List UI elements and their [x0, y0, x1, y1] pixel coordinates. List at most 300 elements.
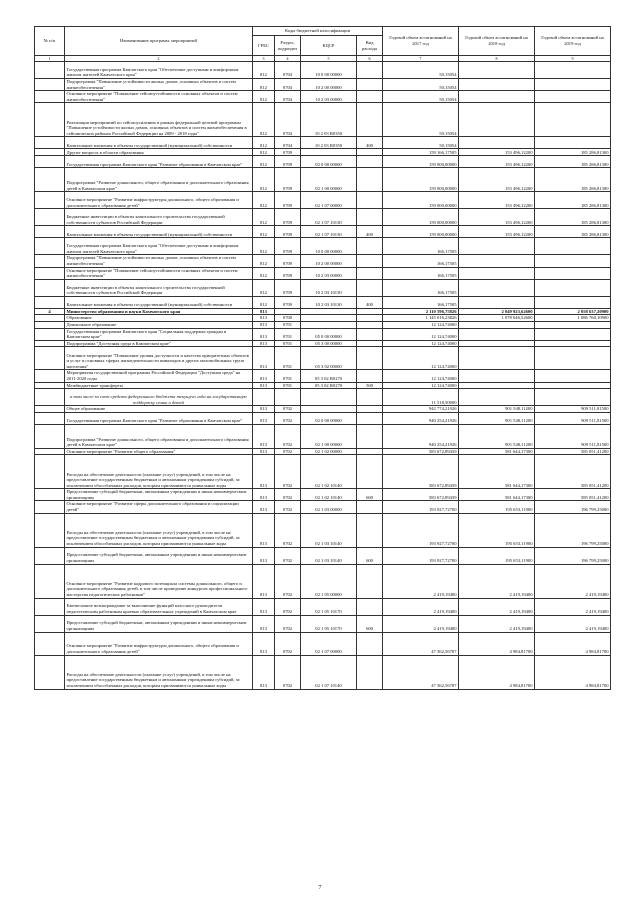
row-number: [35, 267, 65, 279]
row-kvr: 500: [357, 382, 383, 389]
row-number: [35, 296, 65, 308]
row-name: Бюджетные инвестиции в объекты капитального строительства государственной собственности субъектов Российской Федерации: [65, 279, 253, 296]
row-kcsr: 02 1 00 00000: [301, 424, 357, 448]
row-grbs: 812: [253, 156, 275, 168]
row-amount-2019: 196 799,25000: [535, 547, 611, 564]
row-rzpr: 0702: [275, 564, 301, 598]
row-kcsr: [301, 389, 357, 406]
row-kvr: [357, 424, 383, 448]
row-rzpr: 0702: [275, 501, 301, 513]
column-index-cell: 5: [301, 56, 357, 62]
row-amount-2019: [535, 267, 611, 279]
row-kvr: 600: [357, 489, 383, 501]
row-rzpr: 0704: [275, 91, 301, 103]
row-rzpr: 0702: [275, 448, 301, 455]
row-grbs: 812: [253, 296, 275, 308]
row-kcsr: 02 1 02 00000: [301, 448, 357, 455]
row-amount-2019: [535, 382, 611, 389]
row-kcsr: 02 1 03 10140: [301, 513, 357, 547]
row-grbs: 813: [253, 424, 275, 448]
row-amount-2019: [535, 389, 611, 406]
row-rzpr: 0709: [275, 192, 301, 209]
row-kcsr: [301, 149, 357, 156]
row-kcsr: 02 1 07 10130: [301, 209, 357, 226]
row-grbs: 813: [253, 489, 275, 501]
row-name: Предоставление субсидий бюджетным, автономным учреждениям и иным некоммерческим организациям: [65, 547, 253, 564]
row-amount-2017: 942 774,21926: [383, 406, 459, 413]
row-grbs: 813: [253, 547, 275, 564]
row-amount-2019: 2 419,19400: [535, 598, 611, 615]
row-name: Предоставление субсидий бюджетным, автономным учреждениям и иным некоммерческим организациям: [65, 615, 253, 632]
row-rzpr: 0704: [275, 137, 301, 149]
table-row: [35, 103, 611, 137]
row-amount-2017: 159 000,00000: [383, 209, 459, 226]
row-kvr: [357, 389, 383, 406]
row-number: [35, 321, 65, 328]
row-amount-2019: 185 286,81300: [535, 156, 611, 168]
row-kcsr: [301, 315, 357, 322]
column-index-cell: 3: [253, 56, 275, 62]
row-name: Общее образование: [65, 406, 253, 413]
header-2017: Годовой объем ассигнований на 2017 год: [383, 27, 459, 56]
budget-table: [34, 26, 611, 690]
table-row: [35, 137, 611, 149]
row-number: [35, 192, 65, 209]
row-amount-2018: [459, 279, 535, 296]
row-number: [35, 79, 65, 91]
table-row: [35, 564, 611, 598]
row-amount-2018: 2 419,19400: [459, 615, 535, 632]
row-kvr: [357, 192, 383, 209]
row-kcsr: 02 1 07 10130: [301, 226, 357, 238]
row-kvr: [357, 238, 383, 255]
row-rzpr: 0702: [275, 513, 301, 547]
row-amount-2018: [459, 238, 535, 255]
row-name: Основное мероприятие "Развитие инфраструктуры дошкольного, общего образования и дополнительного образования детей": [65, 632, 253, 655]
row-number: [35, 501, 65, 513]
row-amount-2018: 195 653,11900: [459, 501, 535, 513]
row-rzpr: 0709: [275, 267, 301, 279]
row-kcsr: 10 2 03 00000: [301, 267, 357, 279]
row-kvr: [357, 321, 383, 328]
row-grbs: 813: [253, 448, 275, 455]
row-amount-2018: 901 548,11200: [459, 412, 535, 424]
row-amount-2017: 50,15054: [383, 137, 459, 149]
row-amount-2017: 193 927,72700: [383, 501, 459, 513]
row-name: в том числе за счет средств федерального бюджета текущего года на государственную поддержку семьи и детей: [65, 389, 253, 406]
row-grbs: 813: [253, 615, 275, 632]
row-amount-2018: 2 419,19400: [459, 598, 535, 615]
row-rzpr: 0704: [275, 62, 301, 79]
row-kcsr: 10 2 03 R0350: [301, 137, 357, 149]
row-kcsr: 02 1 03 00000: [301, 501, 357, 513]
row-grbs: 812: [253, 279, 275, 296]
row-rzpr: 0709: [275, 209, 301, 226]
row-amount-2017: 166,17505: [383, 267, 459, 279]
row-kcsr: [301, 308, 357, 315]
row-rzpr: 0709: [275, 296, 301, 308]
row-number: [35, 598, 65, 615]
row-grbs: 813: [253, 328, 275, 340]
row-amount-2017: 166,17505: [383, 279, 459, 296]
row-rzpr: 0702: [275, 424, 301, 448]
row-name: Основное мероприятие "Повышение сейсмоустойчивости основных объектов и систем жизнеобеспечения": [65, 267, 253, 279]
row-name: Бюджетные инвестиции в объекты капитального строительства государственной собственности субъектов Российской Федерации: [65, 209, 253, 226]
row-rzpr: 0709: [275, 279, 301, 296]
row-rzpr: 0709: [275, 149, 301, 156]
row-amount-2018: [459, 137, 535, 149]
row-rzpr: 0709: [275, 168, 301, 192]
row-rzpr: 0701: [275, 321, 301, 328]
row-number: [35, 238, 65, 255]
row-name: Ежемесячное вознаграждение за выполнение функций классного руководителя педагогическим работникам краевых образовательных учреждений в Камчатском крае: [65, 598, 253, 615]
row-amount-2019: [535, 370, 611, 382]
row-amount-2019: 185 286,81300: [535, 226, 611, 238]
row-amount-2017: 2 419,19400: [383, 615, 459, 632]
table-row: [35, 321, 611, 328]
row-amount-2018: 581 644,17300: [459, 489, 535, 501]
row-name: Подпрограмма "Повышение устойчивости жилых домов, основных объектов и систем жизнеобеспечения": [65, 255, 253, 267]
row-number: [35, 615, 65, 632]
row-grbs: 813: [253, 632, 275, 655]
row-amount-2017: 11 518,50000: [383, 389, 459, 406]
header-codes-group: Коды бюджетной классификации: [253, 27, 383, 36]
row-kcsr: 02 1 07 00000: [301, 632, 357, 655]
row-grbs: 813: [253, 455, 275, 489]
document-page: [34, 26, 610, 690]
row-name: Государственная программа Камчатского края "Социальная поддержка граждан в Камчатском крае": [65, 328, 253, 340]
row-amount-2019: [535, 79, 611, 91]
row-amount-2019: 2 419,19400: [535, 615, 611, 632]
row-grbs: 812: [253, 255, 275, 267]
header-2018: Годовой объем ассигнований на 2018 год: [459, 27, 535, 56]
row-rzpr: 0702: [275, 598, 301, 615]
row-rzpr: 0704: [275, 79, 301, 91]
row-kcsr: 10 0 00 00000: [301, 62, 357, 79]
table-row: [35, 308, 611, 315]
row-name: Основное мероприятие "Развитие сферы дополнительного образования и социализации детей": [65, 501, 253, 513]
row-amount-2018: 581 644,17300: [459, 448, 535, 455]
row-grbs: [253, 389, 275, 406]
row-kcsr: 05 0 00 00000: [301, 328, 357, 340]
row-name: Межбюджетные трансферты: [65, 382, 253, 389]
row-amount-2018: [459, 296, 535, 308]
column-index-cell: 8: [459, 56, 535, 62]
row-name: Подпрограмма "Развитие дошкольного, общего образования и дополнительного образования детей в Камчатском крае": [65, 168, 253, 192]
row-rzpr: 0709: [275, 156, 301, 168]
row-grbs: 813: [253, 655, 275, 689]
table-row: [35, 547, 611, 564]
row-amount-2018: 153 496,12200: [459, 149, 535, 156]
row-grbs: 812: [253, 149, 275, 156]
row-amount-2018: [459, 79, 535, 91]
table-body: [35, 62, 611, 690]
row-rzpr: 0702: [275, 489, 301, 501]
table-row: [35, 267, 611, 279]
table-row: [35, 501, 611, 513]
row-kvr: [357, 168, 383, 192]
row-amount-2018: [459, 370, 535, 382]
row-kvr: [357, 149, 383, 156]
row-name: Основное мероприятие "Развитие общего образования": [65, 448, 253, 455]
row-amount-2019: 909 511,81500: [535, 412, 611, 424]
row-rzpr: [275, 308, 301, 315]
table-row: [35, 91, 611, 103]
header-num: № п/п: [35, 27, 65, 56]
row-rzpr: 0709: [275, 255, 301, 267]
table-row: [35, 455, 611, 489]
row-amount-2017: 193 927,72700: [383, 513, 459, 547]
row-grbs: 813: [253, 513, 275, 547]
row-grbs: 812: [253, 91, 275, 103]
row-kvr: 600: [357, 547, 383, 564]
row-kvr: [357, 455, 383, 489]
row-kcsr: 02 1 07 10140: [301, 655, 357, 689]
row-amount-2019: [535, 238, 611, 255]
row-kvr: [357, 103, 383, 137]
column-index-cell: 6: [357, 56, 383, 62]
row-amount-2018: 4 984,81700: [459, 655, 535, 689]
row-amount-2017: 12 124,74000: [383, 382, 459, 389]
row-grbs: 812: [253, 238, 275, 255]
row-grbs: 812: [253, 168, 275, 192]
row-kvr: [357, 370, 383, 382]
row-name: Реализация мероприятий по сейсмоусилению в рамках федеральной целевой программы "Повышение устойчивости жилых домов, основных объектов и систем жизнеобеспечения в сейсмических районах Российской Федерации на 2009 - 2018 годы": [65, 103, 253, 137]
row-amount-2018: [459, 91, 535, 103]
row-grbs: 813: [253, 347, 275, 370]
row-name: Подпрограмма "Повышение устойчивости жилых домов, основных объектов и систем жизнеобеспечения": [65, 79, 253, 91]
row-number: [35, 424, 65, 448]
table-row: [35, 279, 611, 296]
row-kcsr: 10 2 03 10130: [301, 296, 357, 308]
row-amount-2018: 195 653,11900: [459, 513, 535, 547]
row-kvr: 400: [357, 137, 383, 149]
row-kcsr: 02 1 00 00000: [301, 168, 357, 192]
row-number: [35, 279, 65, 296]
row-grbs: 812: [253, 267, 275, 279]
row-amount-2017: 166,17505: [383, 296, 459, 308]
row-number: [35, 226, 65, 238]
row-number: [35, 328, 65, 340]
row-amount-2018: [459, 103, 535, 137]
row-kcsr: 05 3 02 R0270: [301, 370, 357, 382]
row-grbs: 813: [253, 370, 275, 382]
row-amount-2018: 153 496,12200: [459, 226, 535, 238]
row-amount-2019: 2 058 637,20900: [535, 308, 611, 315]
table-row: [35, 347, 611, 370]
row-amount-2017: 50,15054: [383, 79, 459, 91]
row-amount-2019: 196 799,25000: [535, 513, 611, 547]
row-amount-2019: 185 286,81300: [535, 149, 611, 156]
row-rzpr: 0701: [275, 340, 301, 347]
row-number: [35, 389, 65, 406]
row-kvr: [357, 448, 383, 455]
row-grbs: 813: [253, 598, 275, 615]
row-amount-2017: 50,15054: [383, 103, 459, 137]
row-kcsr: [301, 406, 357, 413]
row-number: [35, 149, 65, 156]
table-row: [35, 382, 611, 389]
row-number: [35, 103, 65, 137]
row-amount-2017: 12 124,74000: [383, 340, 459, 347]
row-grbs: 813: [253, 382, 275, 389]
row-rzpr: 0704: [275, 103, 301, 137]
row-amount-2018: [459, 62, 535, 79]
row-number: [35, 489, 65, 501]
row-grbs: 812: [253, 137, 275, 149]
row-name: Государственная программа Камчатского края "Развитие образования в Камчатском крае": [65, 412, 253, 424]
row-name: Капитальные вложения в объекты государственной (муниципальной) собственности: [65, 296, 253, 308]
row-kvr: [357, 564, 383, 598]
row-amount-2017: 583 672,89439: [383, 455, 459, 489]
row-amount-2018: 2 419,19400: [459, 564, 535, 598]
row-name: Основное мероприятие "Повышение уровня доступности и качества приоритетных объектов и услуг в основных сферах жизнедеятельности инвалидов и других маломобильных групп населения": [65, 347, 253, 370]
row-amount-2018: 2 049 923,62600: [459, 308, 535, 315]
row-kcsr: 02 1 02 10140: [301, 455, 357, 489]
table-row: [35, 156, 611, 168]
row-kcsr: 02 1 05 10170: [301, 615, 357, 632]
row-amount-2018: [459, 328, 535, 340]
row-amount-2019: [535, 328, 611, 340]
row-amount-2018: 153 496,12200: [459, 168, 535, 192]
row-amount-2017: 159 166,17505: [383, 149, 459, 156]
row-name: Капитальные вложения в объекты государственной (муниципальной) собственности: [65, 226, 253, 238]
row-rzpr: [275, 389, 301, 406]
row-amount-2019: 909 511,81500: [535, 406, 611, 413]
column-index-cell: 9: [535, 56, 611, 62]
row-rzpr: 0701: [275, 370, 301, 382]
table-row: [35, 406, 611, 413]
row-number: [35, 347, 65, 370]
table-row: [35, 632, 611, 655]
row-amount-2019: [535, 340, 611, 347]
table-row: [35, 328, 611, 340]
row-kvr: [357, 406, 383, 413]
row-kcsr: 02 1 05 00000: [301, 564, 357, 598]
row-rzpr: 0702: [275, 406, 301, 413]
row-amount-2019: 2 419,19400: [535, 564, 611, 598]
row-amount-2017: 12 124,74000: [383, 321, 459, 328]
row-rzpr: 0709: [275, 238, 301, 255]
row-amount-2017: 47 362,56787: [383, 632, 459, 655]
row-name: Подпрограмма "Развитие дошкольного, общего образования и дополнительного образования детей в Камчатском крае": [65, 424, 253, 448]
row-number: [35, 655, 65, 689]
row-number: [35, 340, 65, 347]
row-kvr: [357, 91, 383, 103]
row-amount-2019: [535, 296, 611, 308]
row-number: [35, 406, 65, 413]
table-row: [35, 192, 611, 209]
row-amount-2017: 2 419,19400: [383, 564, 459, 598]
row-grbs: 813: [253, 340, 275, 347]
row-amount-2017: 166,17505: [383, 238, 459, 255]
row-number: [35, 91, 65, 103]
table-row: [35, 149, 611, 156]
row-kcsr: 02 0 00 00000: [301, 156, 357, 168]
row-grbs: 812: [253, 226, 275, 238]
row-kvr: [357, 267, 383, 279]
row-amount-2018: 153 496,12200: [459, 192, 535, 209]
table-row: [35, 448, 611, 455]
row-kvr: [357, 412, 383, 424]
row-amount-2017: 159 000,00000: [383, 156, 459, 168]
row-amount-2018: 153 496,12200: [459, 209, 535, 226]
row-kcsr: 10 0 00 00000: [301, 238, 357, 255]
row-kcsr: 10 2 03 R0350: [301, 103, 357, 137]
row-kvr: [357, 328, 383, 340]
row-name: Другие вопросы в области образования: [65, 149, 253, 156]
row-kcsr: 02 0 00 00000: [301, 412, 357, 424]
row-rzpr: 0702: [275, 412, 301, 424]
column-index-cell: 4: [275, 56, 301, 62]
header-name: Наименование программ, мероприятий: [65, 27, 253, 56]
row-rzpr: 0702: [275, 632, 301, 655]
row-name: Дошкольное образование: [65, 321, 253, 328]
row-kvr: 400: [357, 226, 383, 238]
row-amount-2019: [535, 255, 611, 267]
row-grbs: 813: [253, 501, 275, 513]
row-number: [35, 513, 65, 547]
row-kvr: [357, 501, 383, 513]
row-number: [35, 632, 65, 655]
row-amount-2017: 940 254,21926: [383, 412, 459, 424]
row-amount-2018: [459, 267, 535, 279]
table-row: [35, 615, 611, 632]
table-row: [35, 62, 611, 79]
row-grbs: 813: [253, 321, 275, 328]
row-amount-2019: 185 286,81300: [535, 168, 611, 192]
row-rzpr: 0702: [275, 615, 301, 632]
column-index-cell: 1: [35, 56, 65, 62]
row-amount-2019: 185 286,81300: [535, 209, 611, 226]
row-grbs: 813: [253, 412, 275, 424]
row-grbs: 812: [253, 209, 275, 226]
row-rzpr: 0700: [275, 315, 301, 322]
row-amount-2019: 1 086 760,10900: [535, 315, 611, 322]
column-index-cell: 7: [383, 56, 459, 62]
row-amount-2018: 153 496,12200: [459, 156, 535, 168]
row-number: [35, 382, 65, 389]
row-amount-2018: 1 078 046,52600: [459, 315, 535, 322]
row-rzpr: 0702: [275, 455, 301, 489]
row-amount-2017: 583 672,89439: [383, 448, 459, 455]
table-row: [35, 255, 611, 267]
row-kcsr: 05 3 02 00000: [301, 347, 357, 370]
row-grbs: 813: [253, 406, 275, 413]
row-kvr: [357, 315, 383, 322]
row-amount-2019: 585 051,41200: [535, 448, 611, 455]
table-row: [35, 209, 611, 226]
row-kcsr: 02 1 02 10140: [301, 489, 357, 501]
row-kvr: [357, 279, 383, 296]
row-amount-2018: [459, 321, 535, 328]
row-kcsr: 10 2 00 00000: [301, 79, 357, 91]
row-amount-2017: 12 124,74000: [383, 328, 459, 340]
row-kvr: 400: [357, 296, 383, 308]
row-name: Государственная программа Камчатского края "Развитие образования в Камчатском крае": [65, 156, 253, 168]
row-rzpr: 0701: [275, 382, 301, 389]
row-kvr: [357, 156, 383, 168]
row-number: [35, 455, 65, 489]
row-name: Подпрограмма "Доступная среда в Камчатском крае": [65, 340, 253, 347]
row-amount-2017: 940 254,21926: [383, 424, 459, 448]
row-amount-2019: 585 051,41200: [535, 489, 611, 501]
row-kvr: [357, 62, 383, 79]
row-amount-2019: [535, 279, 611, 296]
row-name: Расходы на обеспечение деятельности (оказание услуг) учреждений, в том числе на предоставление государственным бюджетным и автономным учреждениям субсидий, за исключением обособленных расходов, которым присваиваются уникальные коды: [65, 455, 253, 489]
row-name: Расходы на обеспечение деятельности (оказание услуг) учреждений, в том числе на предоставление государственным бюджетным и автономным учреждениям субсидий, за исключением обособленных расходов, которым присваиваются уникальные коды: [65, 513, 253, 547]
row-kcsr: 02 1 03 10140: [301, 547, 357, 564]
